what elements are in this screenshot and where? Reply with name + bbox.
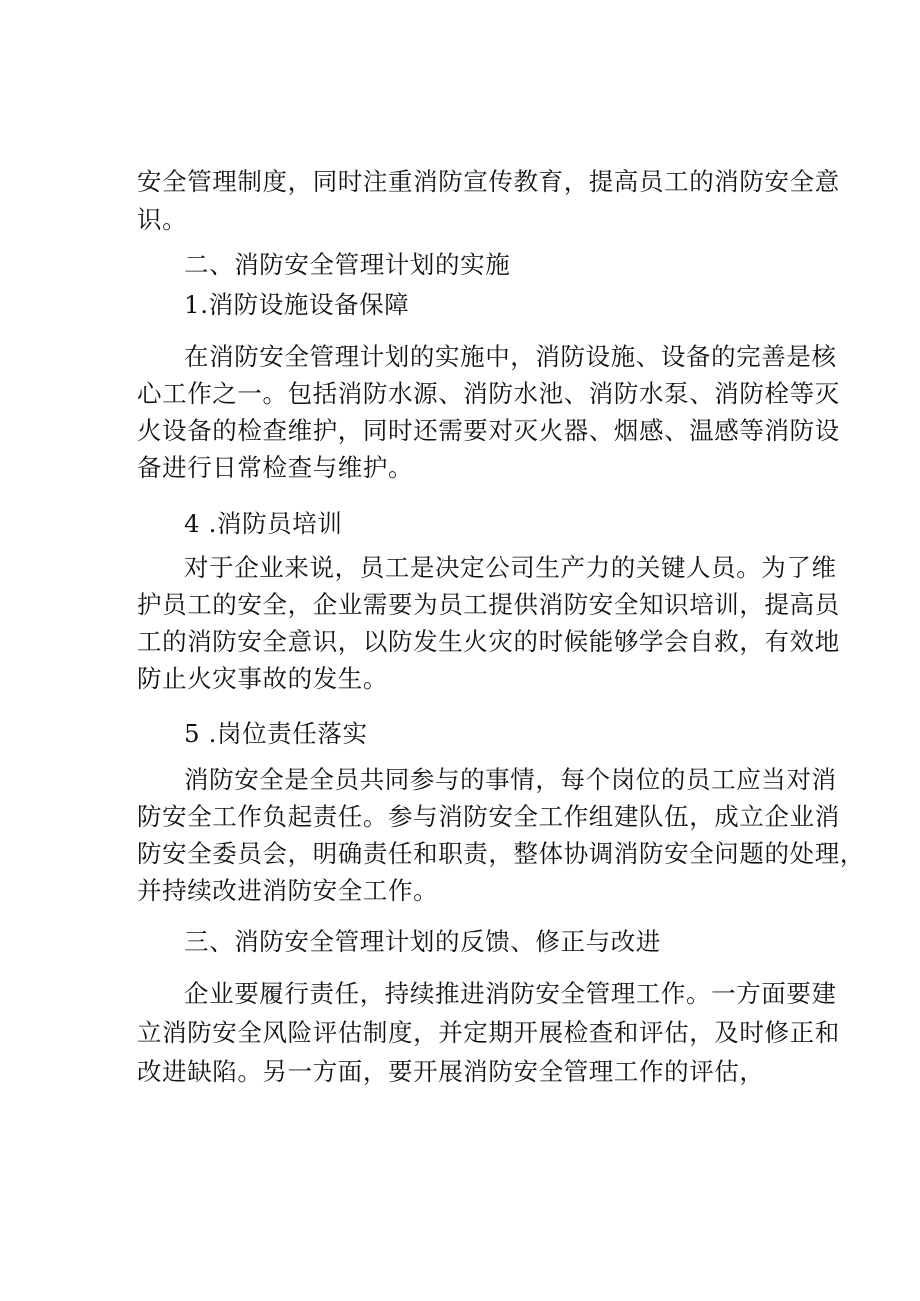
- intro-paragraph-line: 识。: [137, 205, 188, 234]
- training-paragraph-line: 防止火灾事故的发生。: [137, 664, 388, 693]
- item-heading-facilities: 1.消防设施设备保障: [184, 290, 410, 319]
- feedback-paragraph-line: 改进缺陷。另一方面，要开展消防安全管理工作的评估，: [137, 1057, 765, 1086]
- facilities-paragraph-line: 心工作之一。包括消防水源、消防水池、消防水泵、消防栓等灭: [137, 379, 840, 408]
- facilities-paragraph-line: 备进行日常检查与维护。: [137, 453, 414, 482]
- facilities-paragraph-line: 在消防安全管理计划的实施中，消防设施、设备的完善是核: [184, 342, 837, 371]
- facilities-paragraph-line: 火设备的检查维护，同时还需要对灭火器、烟感、温感等消防设: [137, 416, 840, 445]
- responsibility-paragraph-line: 防安全委员会，明确责任和职责，整体协调消防安全问题的处理，: [137, 839, 865, 868]
- feedback-paragraph-line: 企业要履行责任，持续推进消防安全管理工作。一方面要建: [184, 979, 837, 1008]
- intro-paragraph-line: 安全管理制度，同时注重消防宣传教育，提高员工的消防安全意: [137, 167, 840, 196]
- responsibility-paragraph-line: 消防安全是全员共同参与的事情，每个岗位的员工应当对消: [184, 765, 837, 794]
- section-heading-feedback: 三、消防安全管理计划的反馈、修正与改进: [184, 927, 661, 956]
- training-paragraph-line: 工的消防安全意识，以防发生火灾的时候能够学会自救，有效地: [137, 627, 840, 656]
- training-paragraph-line: 护员工的安全，企业需要为员工提供消防安全知识培训，提高员: [137, 590, 840, 619]
- section-heading-implementation: 二、消防安全管理计划的实施: [184, 250, 511, 279]
- item-heading-training: 4 .消防员培训: [184, 509, 343, 538]
- feedback-paragraph-line: 立消防安全风险评估制度，并定期开展检查和评估，及时修正和: [137, 1018, 840, 1047]
- responsibility-paragraph-line: 防安全工作负起责任。参与消防安全工作组建队伍，成立企业消: [137, 802, 840, 831]
- responsibility-paragraph-line: 并持续改进消防安全工作。: [137, 876, 439, 905]
- training-paragraph-line: 对于企业来说，员工是决定公司生产力的关键人员。为了维: [184, 553, 837, 582]
- item-heading-responsibility: 5 .岗位责任落实: [184, 719, 368, 748]
